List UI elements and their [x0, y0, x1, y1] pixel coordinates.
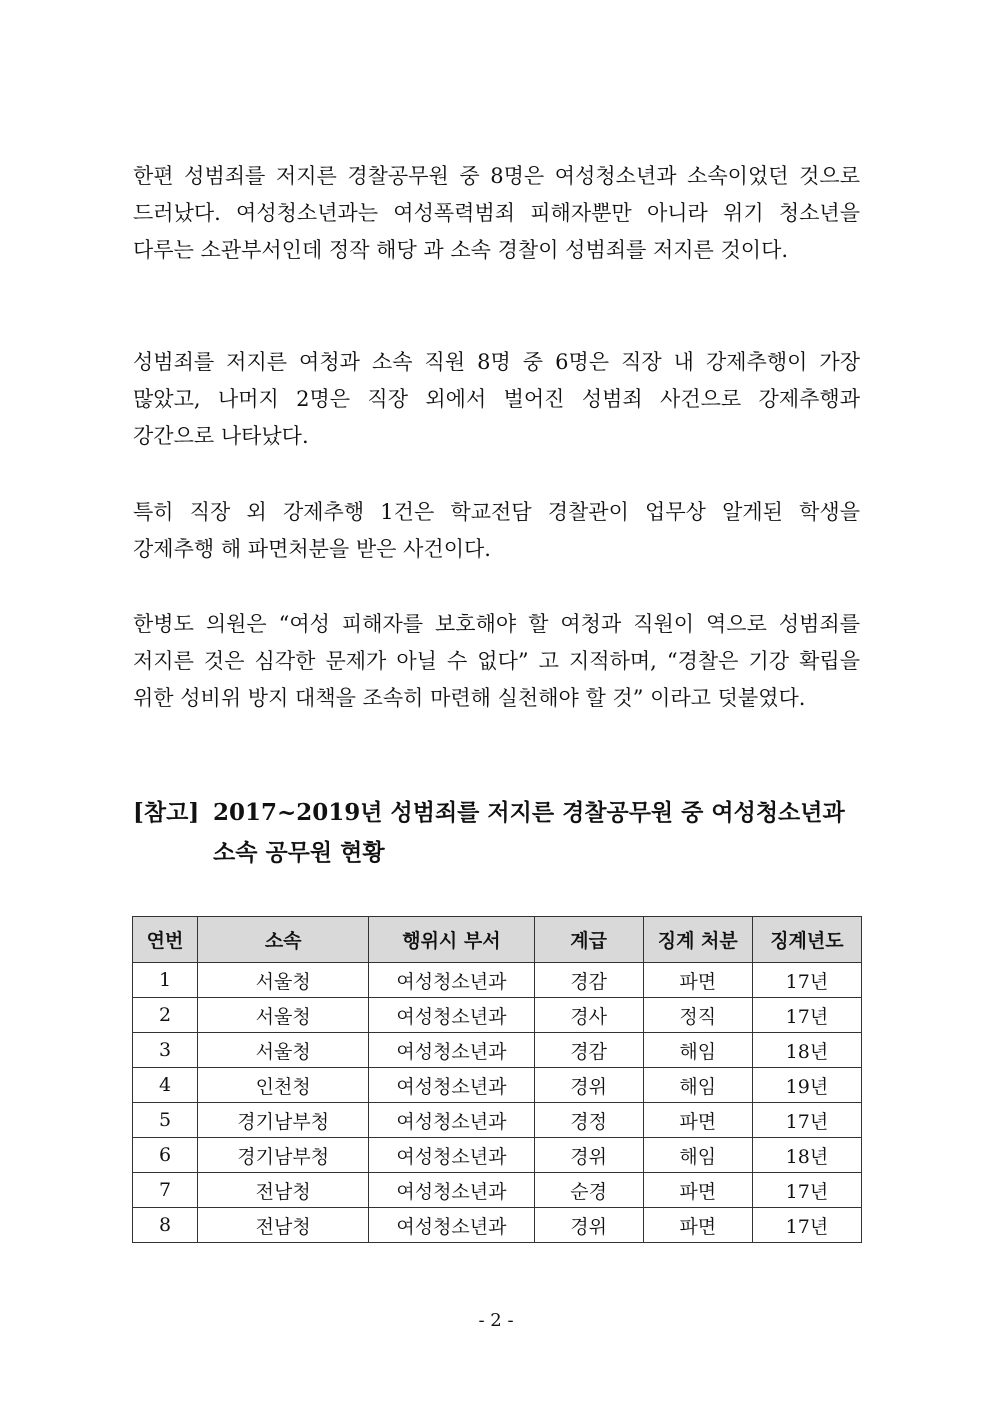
table-cell: 해임: [643, 1138, 752, 1173]
body-paragraph-3: 특히 직장 외 강제추행 1건은 학교전담 경찰관이 업무상 알게된 학생을 강제추행 해 파면처분을 받은 사건이다.: [133, 500, 860, 561]
body-paragraph-2: 성범죄를 저지른 여청과 소속 직원 8명 중 6명은 직장 내 강제추행이 가장 많았고, 나머지 2명은 직장 외에서 벌어진 성범죄 사건으로 강제추행과 강간으로 나타났다.: [133, 350, 860, 448]
table-cell: 서울청: [198, 963, 369, 998]
table-cell: 여성청소년과: [369, 1208, 534, 1243]
header-cell-disciplinary-year: 징계년도: [752, 917, 861, 963]
table-cell: 전남청: [198, 1208, 369, 1243]
table-cell: 인천청: [198, 1068, 369, 1103]
table-cell: 경사: [534, 998, 643, 1033]
table-cell: 여성청소년과: [369, 1173, 534, 1208]
reference-title-line1: 2017~2019년 성범죄를 저지른 경찰공무원 중 여성청소년과: [213, 799, 845, 826]
header-cell-index: 연번: [133, 917, 198, 963]
table-cell: 1: [133, 963, 198, 998]
table-cell: 5: [133, 1103, 198, 1138]
table-cell: 8: [133, 1208, 198, 1243]
table-cell: 17년: [752, 963, 861, 998]
page-number: - 2 -: [478, 1310, 514, 1331]
table-cell: 파면: [643, 1208, 752, 1243]
table-cell: 7: [133, 1173, 198, 1208]
table-row: [133, 1208, 862, 1243]
header-cell-affiliation: 소속: [198, 917, 369, 963]
body-paragraph-1: 한편 성범죄를 저지른 경찰공무원 중 8명은 여성청소년과 소속이었던 것으로 드러났다. 여성청소년과는 여성폭력범죄 피해자뿐만 아니라 위기 청소년을 다루는 소관부서인데 정작 해당 과 소속 경찰이 성범죄를 저지른 것이다.: [133, 164, 860, 262]
table-cell: 파면: [643, 963, 752, 998]
table-cell: 여성청소년과: [369, 1068, 534, 1103]
table-row: [133, 963, 862, 998]
table-row: [133, 1103, 862, 1138]
reference-tag: [참고]: [133, 799, 200, 826]
table-cell: 18년: [752, 1138, 861, 1173]
table-cell: 3: [133, 1033, 198, 1068]
table-cell: 서울청: [198, 1033, 369, 1068]
table-cell: 여성청소년과: [369, 1103, 534, 1138]
table-cell: 17년: [752, 998, 861, 1033]
table-cell: 해임: [643, 1033, 752, 1068]
table-cell: 경정: [534, 1103, 643, 1138]
table-cell: 19년: [752, 1068, 861, 1103]
table-cell: 경감: [534, 1033, 643, 1068]
table-row: [133, 1173, 862, 1208]
table-cell: 여성청소년과: [369, 1033, 534, 1068]
table-cell: 경기남부청: [198, 1138, 369, 1173]
table-row: [133, 1068, 862, 1103]
header-cell-disciplinary-action: 징계 처분: [643, 917, 752, 963]
table-cell: 여성청소년과: [369, 998, 534, 1033]
table-cell: 경위: [534, 1208, 643, 1243]
table-cell: 17년: [752, 1103, 861, 1138]
reference-heading-line1: [133, 793, 873, 833]
table-cell: 17년: [752, 1173, 861, 1208]
table-cell: 여성청소년과: [369, 1138, 534, 1173]
table-cell: 파면: [643, 1173, 752, 1208]
table-row: [133, 1033, 862, 1068]
reference-heading: [133, 793, 873, 873]
header-cell-department: 행위시 부서: [369, 917, 534, 963]
table-row: [133, 998, 862, 1033]
table-cell: 17년: [752, 1208, 861, 1243]
table-cell: 경감: [534, 963, 643, 998]
table-cell: 서울청: [198, 998, 369, 1033]
reference-table: [132, 916, 862, 1243]
table-cell: 4: [133, 1068, 198, 1103]
table-cell: 해임: [643, 1068, 752, 1103]
table-cell: 전남청: [198, 1173, 369, 1208]
reference-title-line2: 소속 공무원 현황: [213, 839, 385, 866]
table-cell: 여성청소년과: [369, 963, 534, 998]
body-paragraph-4: 한병도 의원은 “여성 피해자를 보호해야 할 여청과 직원이 역으로 성범죄를 저지른 것은 심각한 문제가 아닐 수 없다” 고 지적하며, “경찰은 기강 확립을 위한 성비위 방지 대책을 조속히 마련해 실천해야 할 것” 이라고 덧붙였다.: [133, 612, 860, 710]
table-row: [133, 1138, 862, 1173]
table-cell: 6: [133, 1138, 198, 1173]
table-cell: 경위: [534, 1068, 643, 1103]
table-cell: 2: [133, 998, 198, 1033]
table-cell: 정직: [643, 998, 752, 1033]
table-cell: 18년: [752, 1033, 861, 1068]
table-header-row: [133, 917, 862, 963]
header-cell-rank: 계급: [534, 917, 643, 963]
table-cell: 경위: [534, 1138, 643, 1173]
table-cell: 경기남부청: [198, 1103, 369, 1138]
table-cell: 순경: [534, 1173, 643, 1208]
table-cell: 파면: [643, 1103, 752, 1138]
